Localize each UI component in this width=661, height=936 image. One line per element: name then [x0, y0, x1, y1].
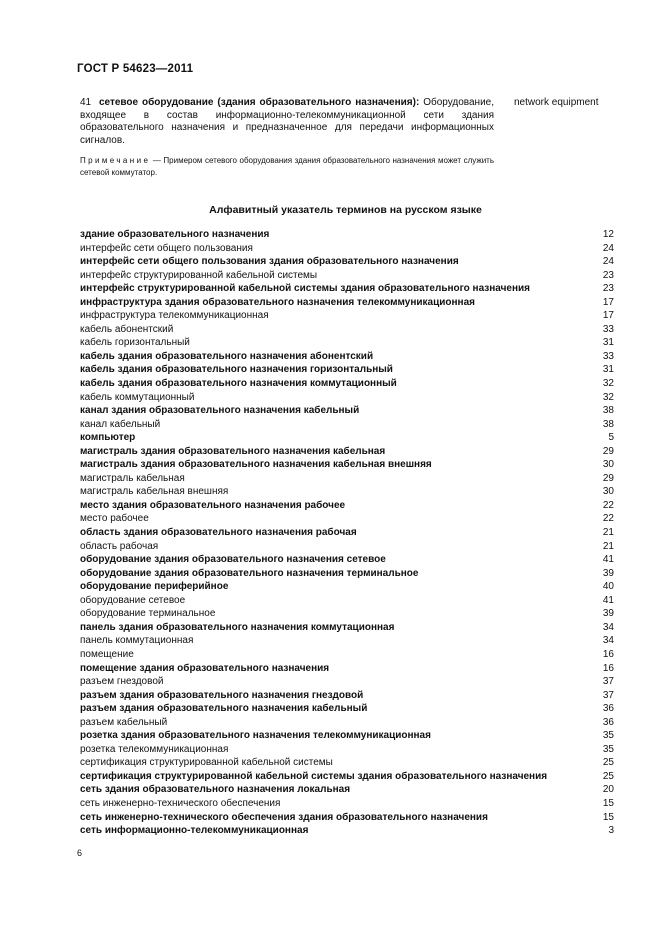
index-term: оборудование сетевое	[80, 594, 186, 606]
index-row	[80, 485, 614, 499]
index-term: оборудование здания образовательного назначения сетевое	[80, 554, 386, 566]
index-entry-number: 20	[602, 784, 614, 796]
entry-note	[80, 155, 494, 180]
index-entry-number: 31	[602, 364, 614, 376]
index-term: сертификация структурированной кабельной системы здания образовательного назначения	[80, 770, 548, 782]
entry-number: 41	[80, 97, 92, 108]
index-entry-number: 38	[602, 405, 614, 417]
note-text: — Примером сетевого оборудования здания образовательного назначения может служить сетевой коммутатор.	[80, 156, 494, 178]
index-term: магистраль здания образовательного назначения кабельная	[80, 445, 386, 457]
index-term: магистраль кабельная	[80, 472, 185, 484]
index-entry-number: 12	[602, 229, 614, 240]
index-row	[80, 431, 614, 445]
index-term: инфраструктура телекоммуникационная	[80, 310, 269, 322]
index-term: кабель абонентский	[80, 323, 174, 335]
index-row	[80, 404, 614, 418]
index-row	[80, 391, 614, 405]
index-entry-number: 35	[602, 730, 614, 742]
index-entry-number: 15	[602, 811, 614, 823]
index-term: кабель горизонтальный	[80, 337, 190, 349]
index-row	[80, 716, 614, 730]
index-term: инфраструктура здания образовательного назначения телекоммуникационная	[80, 296, 475, 308]
index-row	[80, 242, 614, 256]
index-term: панель здания образовательного назначения коммутационная	[80, 621, 395, 633]
index-row	[80, 594, 614, 608]
index-row	[80, 648, 614, 662]
index-term: место здания образовательного назначения рабочее	[80, 499, 346, 511]
page-number: 6	[77, 848, 83, 858]
index-row	[80, 323, 614, 337]
index-term: интерфейс сети общего пользования	[80, 242, 253, 254]
index-row	[80, 255, 614, 269]
index-entry-number: 36	[602, 716, 614, 728]
index-term: сертификация структурированной кабельной системы	[80, 757, 333, 769]
index-entry-number: 41	[602, 554, 614, 566]
note-label: Примечание	[80, 156, 151, 165]
index-term: область здания образовательного назначения рабочая	[80, 527, 357, 539]
index-entry-number: 16	[602, 648, 614, 660]
index-row	[80, 634, 614, 648]
index-term: интерфейс сети общего пользования здания образовательного назначения	[80, 256, 459, 268]
index-entry-number: 17	[602, 310, 614, 322]
index-term: область рабочая	[80, 540, 159, 552]
index-term: кабель коммутационный	[80, 391, 195, 403]
index-entry-number: 34	[602, 635, 614, 647]
index-entry-number: 29	[602, 445, 614, 457]
index-entry-number: 23	[602, 269, 614, 281]
index-entry-number: 32	[602, 391, 614, 403]
index-entry-number: 17	[602, 296, 614, 308]
index-row	[80, 580, 614, 594]
index-term: кабель здания образовательного назначения абонентский	[80, 350, 374, 362]
index-row	[80, 662, 614, 676]
index-row	[80, 770, 614, 784]
index-entry-number: 33	[602, 350, 614, 362]
index-entry-number: 39	[602, 567, 614, 579]
index-row	[80, 567, 614, 581]
index-row	[80, 607, 614, 621]
index-entry-number: 23	[602, 283, 614, 295]
index-row	[80, 363, 614, 377]
index-entry-number: 36	[602, 703, 614, 715]
index-entry-number: 24	[602, 256, 614, 268]
index-row	[80, 499, 614, 513]
term-index-list	[80, 228, 614, 838]
index-entry-number: 30	[602, 486, 614, 498]
index-term: сеть инженерно-технического обеспечения	[80, 797, 281, 809]
index-term: оборудование терминальное	[80, 608, 216, 620]
index-row	[80, 418, 614, 432]
index-entry-number: 40	[602, 581, 614, 593]
index-term: разъем здания образовательного назначения гнездовой	[80, 689, 364, 701]
index-term: канал кабельный	[80, 418, 161, 430]
index-term: компьютер	[80, 432, 136, 444]
index-row	[80, 621, 614, 635]
index-term: место рабочее	[80, 513, 149, 525]
index-row	[80, 228, 614, 242]
index-entry-number: 34	[602, 621, 614, 633]
index-term: оборудование периферийное	[80, 581, 229, 593]
index-row	[80, 824, 614, 838]
entry-term: сетевое оборудование (здания образовательного назначения):	[98, 97, 420, 108]
index-term: разъем здания образовательного назначения кабельный	[80, 703, 368, 715]
index-entry-number: 21	[602, 540, 614, 552]
index-entry-number: 25	[602, 757, 614, 769]
index-entry-number: 24	[602, 242, 614, 254]
index-entry-number: 31	[602, 337, 614, 349]
index-row	[80, 540, 614, 554]
index-row	[80, 458, 614, 472]
index-title: Алфавитный указатель терминов на русском языке	[209, 204, 482, 216]
index-row	[80, 296, 614, 310]
index-term: магистраль здания образовательного назначения кабельная внешняя	[80, 459, 432, 471]
index-entry-number: 35	[602, 743, 614, 755]
index-row	[80, 756, 614, 770]
entry-definition: Оборудование, входящее в состав информационно-телекоммуникационной сети здания образовательного назначения и предназначенное для передачи информационных сигналов.	[80, 97, 495, 146]
index-row	[80, 377, 614, 391]
index-entry-number: 3	[608, 825, 614, 837]
index-term: канал здания образовательного назначения кабельный	[80, 405, 360, 417]
index-row	[80, 675, 614, 689]
index-entry-number: 37	[602, 689, 614, 701]
index-entry-number: 39	[602, 608, 614, 620]
index-entry-number: 37	[602, 676, 614, 688]
index-row	[80, 729, 614, 743]
index-row	[80, 269, 614, 283]
index-entry-number: 15	[602, 797, 614, 809]
index-term: розетка телекоммуникационная	[80, 743, 229, 755]
index-term: помещение	[80, 648, 134, 660]
index-row	[80, 743, 614, 757]
index-term: кабель здания образовательного назначения горизонтальный	[80, 364, 393, 376]
index-term: помещение здания образовательного назначения	[80, 662, 330, 674]
index-entry-number: 29	[602, 472, 614, 484]
index-entry-number: 5	[608, 432, 614, 444]
index-row	[80, 445, 614, 459]
index-row	[80, 309, 614, 323]
index-entry-number: 22	[602, 513, 614, 525]
index-row	[80, 472, 614, 486]
index-term: сеть инженерно-технического обеспечения здания образовательного назначения	[80, 811, 488, 823]
index-term: магистраль кабельная внешняя	[80, 486, 229, 498]
index-entry-number: 25	[602, 770, 614, 782]
index-row	[80, 689, 614, 703]
entry-english-term: network equipment	[514, 97, 599, 108]
index-entry-number: 32	[602, 378, 614, 390]
index-entry-number: 30	[602, 459, 614, 471]
index-term: разъем кабельный	[80, 716, 168, 728]
index-term: разъем гнездовой	[80, 676, 164, 688]
index-row	[80, 553, 614, 567]
index-term: панель коммутационная	[80, 635, 194, 647]
term-entry	[80, 97, 494, 147]
index-entry-number: 38	[602, 418, 614, 430]
index-row	[80, 350, 614, 364]
index-term: сеть информационно-телекоммуникационная	[80, 825, 309, 837]
index-row	[80, 526, 614, 540]
index-term: кабель здания образовательного назначения коммутационный	[80, 378, 397, 390]
index-row	[80, 512, 614, 526]
index-row	[80, 811, 614, 825]
index-entry-number: 21	[602, 527, 614, 539]
index-term: сеть здания образовательного назначения локальная	[80, 784, 351, 796]
index-term: оборудование здания образовательного назначения терминальное	[80, 567, 419, 579]
index-entry-number: 41	[602, 594, 614, 606]
index-row	[80, 783, 614, 797]
index-row	[80, 702, 614, 716]
index-row	[80, 282, 614, 296]
index-entry-number: 16	[602, 662, 614, 674]
index-row	[80, 797, 614, 811]
index-term: розетка здания образовательного назначения телекоммуникационная	[80, 730, 431, 742]
index-term: здание образовательного назначения	[80, 229, 270, 240]
index-row	[80, 336, 614, 350]
index-entry-number: 33	[602, 323, 614, 335]
index-term: интерфейс структурированной кабельной системы	[80, 269, 318, 281]
index-term: интерфейс структурированной кабельной системы здания образовательного назначения	[80, 283, 530, 295]
index-entry-number: 22	[602, 499, 614, 511]
document-header: ГОСТ Р 54623—2011	[77, 63, 194, 75]
